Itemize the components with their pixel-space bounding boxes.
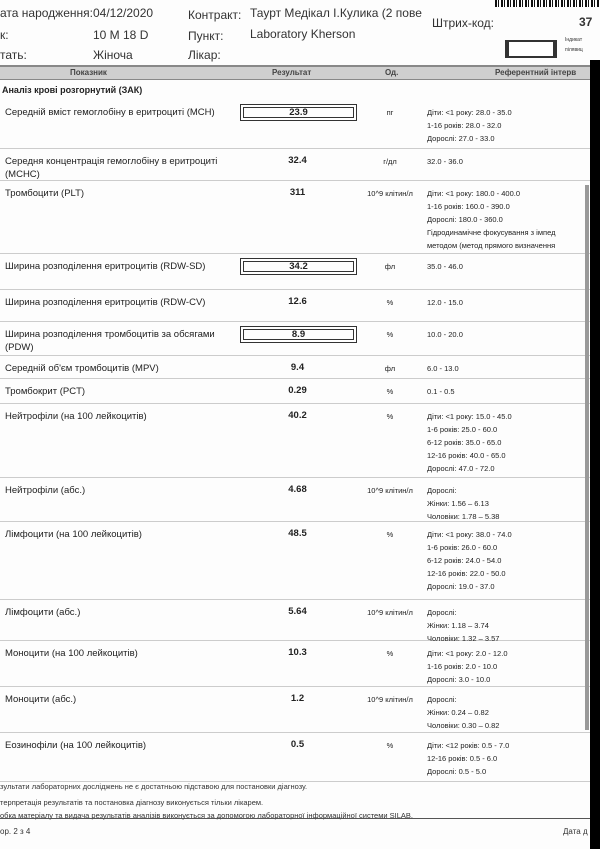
table-row: [0, 254, 600, 290]
test-unit: г/дл: [383, 157, 397, 166]
reference-line: 6-12 років: 35.0 - 65.0: [427, 438, 502, 447]
reference-range: [427, 296, 600, 309]
dob-value: 04/12/2020: [93, 6, 154, 20]
point-value: Laboratory Kherson: [250, 27, 356, 41]
header-unit: Од.: [385, 68, 399, 77]
table-row: [0, 356, 600, 379]
test-name: Тромбоцити (PLT): [5, 188, 85, 199]
sex-value: Жіноча: [93, 48, 133, 62]
reference-line: Діти: <1 року: 180.0 - 400.0: [427, 189, 520, 198]
reference-line: 32.0 - 36.0: [427, 157, 463, 166]
reference-range: [427, 739, 600, 778]
footer-note-1: зультати лабораторних досліджень не є достатньою підставою для постановки діагнозу.: [0, 782, 308, 791]
test-unit: %: [386, 741, 394, 750]
reference-line: Гідродинамічне фокусування з імпед: [427, 228, 556, 237]
test-name: Лімфоцити (на 100 лейкоцитів): [5, 529, 142, 540]
test-unit: %: [386, 412, 394, 421]
scrollbar[interactable]: [585, 185, 589, 730]
barcode-value: 37: [579, 15, 593, 29]
test-name: Ширина розподілення тромбоцитів за обсягами (PDW): [5, 329, 215, 353]
reference-range: [427, 260, 600, 273]
test-unit: пг: [386, 108, 394, 117]
indicator-box: [505, 40, 557, 58]
reference-line: 1-16 років: 2.0 - 10.0: [427, 662, 498, 671]
reference-line: Дорослі: 19.0 - 37.0: [427, 582, 495, 591]
footer-note-2: терпретація результатів та постановка діагнозу виконується тільки лікарем.: [0, 798, 264, 807]
reference-line: Дорослі:: [427, 608, 457, 617]
test-result: 311: [289, 187, 306, 198]
table-row: [0, 600, 600, 641]
test-name: Моноцити (на 100 лейкоцитів): [5, 648, 138, 659]
reference-line: 12-16 років: 0.5 - 6.0: [427, 754, 498, 763]
dob-label: ата народження:: [0, 6, 93, 20]
reference-range: [427, 155, 600, 168]
reference-line: 1-6 років: 25.0 - 60.0: [427, 425, 498, 434]
reference-line: Дорослі: 3.0 - 10.0: [427, 675, 491, 684]
reference-range: [427, 528, 600, 593]
test-unit: %: [386, 330, 394, 339]
age-value: 10 M 18 D: [93, 28, 149, 42]
reference-line: 12-16 років: 22.0 - 50.0: [427, 569, 506, 578]
reference-line: 1-6 років: 26.0 - 60.0: [427, 543, 498, 552]
reference-line: Чоловіки: 0.30 – 0.82: [427, 721, 500, 730]
sex-label: тать:: [0, 48, 27, 62]
contract-value: Таурт Медікал І.Кулика (2 пове: [250, 6, 422, 20]
test-name: Тромбокрит (PCT): [5, 386, 86, 397]
test-result: 12.6: [288, 296, 307, 307]
table-header: [0, 65, 600, 80]
test-unit: фл: [384, 364, 396, 373]
reference-line: 10.0 - 20.0: [427, 330, 463, 339]
table-row: [0, 322, 600, 356]
test-unit: %: [386, 530, 394, 539]
test-unit: %: [386, 298, 394, 307]
reference-line: Діти: <1 року: 28.0 - 35.0: [427, 108, 512, 117]
test-unit: 10^9 клітин/л: [367, 189, 413, 198]
page-number: ор. 2 з 4: [0, 827, 31, 836]
reference-line: Дорослі: 47.0 - 72.0: [427, 464, 495, 473]
test-result: 8.9: [240, 326, 357, 343]
test-unit: 10^9 клітин/л: [367, 486, 413, 495]
header-indicator: Показник: [70, 68, 107, 77]
table-row: [0, 641, 600, 687]
test-name: Середній об'єм тромбоцитів (MPV): [5, 363, 159, 374]
reference-line: Дорослі: 180.0 - 360.0: [427, 215, 503, 224]
reference-line: 35.0 - 46.0: [427, 262, 463, 271]
test-name: Еозинофіли (на 100 лейкоцитів): [5, 740, 147, 751]
reference-line: 6-12 років: 24.0 - 54.0: [427, 556, 502, 565]
test-result: 34.2: [240, 258, 357, 275]
table-row: [0, 379, 600, 404]
point-label: Пункт:: [188, 29, 224, 43]
section-title: Аналіз крові розгорнутий (ЗАК): [2, 85, 143, 95]
reference-range: [427, 647, 600, 686]
test-result: 5.64: [288, 606, 307, 617]
reference-line: Дорослі:: [427, 486, 457, 495]
table-row: [0, 404, 600, 478]
test-name: Нейтрофіли (на 100 лейкоцитів): [5, 411, 147, 422]
barcode-image: [495, 0, 600, 7]
table-row: [0, 478, 600, 522]
test-name: Лімфоцити (абс.): [5, 607, 81, 618]
reference-line: Дорослі: 0.5 - 5.0: [427, 767, 487, 776]
reference-range: [427, 693, 600, 732]
reference-line: Жінки: 0.24 – 0.82: [427, 708, 489, 717]
test-result: 23.9: [240, 104, 357, 121]
reference-line: Діти: <1 року: 38.0 - 74.0: [427, 530, 512, 539]
header-result: Результат: [272, 68, 312, 77]
footer-date-label: Дата д: [563, 827, 588, 836]
test-result: 10.3: [288, 647, 307, 658]
table-row: [0, 181, 600, 254]
reference-line: методом (метод прямого визначення: [427, 241, 556, 250]
age-label: к:: [0, 28, 9, 42]
table-row: [0, 100, 600, 149]
contract-label: Контракт:: [188, 8, 242, 22]
reference-range: [427, 606, 600, 645]
test-result: 0.5: [290, 739, 305, 750]
photo-edge: [590, 60, 600, 849]
reference-line: 0.1 - 0.5: [427, 387, 455, 396]
reference-line: Чоловіки: 1.78 – 5.38: [427, 512, 500, 521]
test-result: 48.5: [288, 528, 307, 539]
reference-range: [427, 385, 600, 398]
test-unit: 10^9 клітин/л: [367, 608, 413, 617]
test-name: Нейтрофіли (абс.): [5, 485, 86, 496]
reference-range: [427, 484, 600, 523]
test-result: 32.4: [288, 155, 307, 166]
test-result: 1.2: [290, 693, 305, 704]
reference-range: [427, 187, 600, 252]
reference-line: 12.0 - 15.0: [427, 298, 463, 307]
test-unit: %: [386, 649, 394, 658]
indicator-label-2: пілявиц: [565, 47, 583, 53]
test-name: Середній вміст гемоглобіну в еритроциті (MCH): [5, 107, 215, 118]
table-row: [0, 522, 600, 600]
footer-divider: [0, 818, 590, 819]
reference-range: [427, 328, 600, 341]
reference-line: Жінки: 1.56 – 6.13: [427, 499, 489, 508]
header-reference: Референтний інтерв: [495, 68, 577, 77]
reference-line: Діти: <12 років: 0.5 - 7.0: [427, 741, 510, 750]
reference-line: Жінки: 1.18 – 3.74: [427, 621, 489, 630]
test-unit: %: [386, 387, 394, 396]
test-result: 0.29: [288, 385, 307, 396]
reference-line: 6.0 - 13.0: [427, 364, 459, 373]
footer-note-3: обка матеріалу та видача результатів аналізів виконується за допомогою лабораторної інформаційної системи SILAB.: [0, 811, 413, 820]
reference-range: [427, 362, 600, 375]
barcode-label: Штрих-код:: [432, 16, 494, 30]
test-name: Ширина розподілення еритроцитів (RDW-SD): [5, 261, 206, 272]
reference-line: 1-16 років: 160.0 - 390.0: [427, 202, 510, 211]
test-name: Середня концентрація гемоглобіну в еритроциті (MCHC): [5, 156, 218, 180]
reference-line: Дорослі:: [427, 695, 457, 704]
reference-line: Діти: <1 року: 15.0 - 45.0: [427, 412, 512, 421]
test-name: Ширина розподілення еритроцитів (RDW-CV): [5, 297, 206, 308]
table-row: [0, 290, 600, 322]
test-result: 9.4: [290, 362, 305, 373]
table-row: [0, 687, 600, 733]
test-result: 4.68: [288, 484, 307, 495]
reference-line: Діти: <1 року: 2.0 - 12.0: [427, 649, 508, 658]
reference-line: 12-16 років: 40.0 - 65.0: [427, 451, 506, 460]
test-name: Моноцити (абс.): [5, 694, 77, 705]
reference-line: Чоловіки: 1.32 – 3.57: [427, 634, 500, 643]
test-result: 40.2: [288, 410, 307, 421]
table-row: [0, 733, 600, 782]
test-unit: фл: [384, 262, 396, 271]
reference-line: Дорослі: 27.0 - 33.0: [427, 134, 495, 143]
indicator-label: Індикат: [565, 37, 583, 43]
table-row: [0, 149, 600, 181]
test-unit: 10^9 клітин/л: [367, 695, 413, 704]
reference-line: 1-16 років: 28.0 - 32.0: [427, 121, 502, 130]
doctor-label: Лікар:: [188, 48, 221, 62]
reference-range: [427, 106, 600, 145]
reference-range: [427, 410, 600, 475]
results-table: [0, 100, 600, 782]
